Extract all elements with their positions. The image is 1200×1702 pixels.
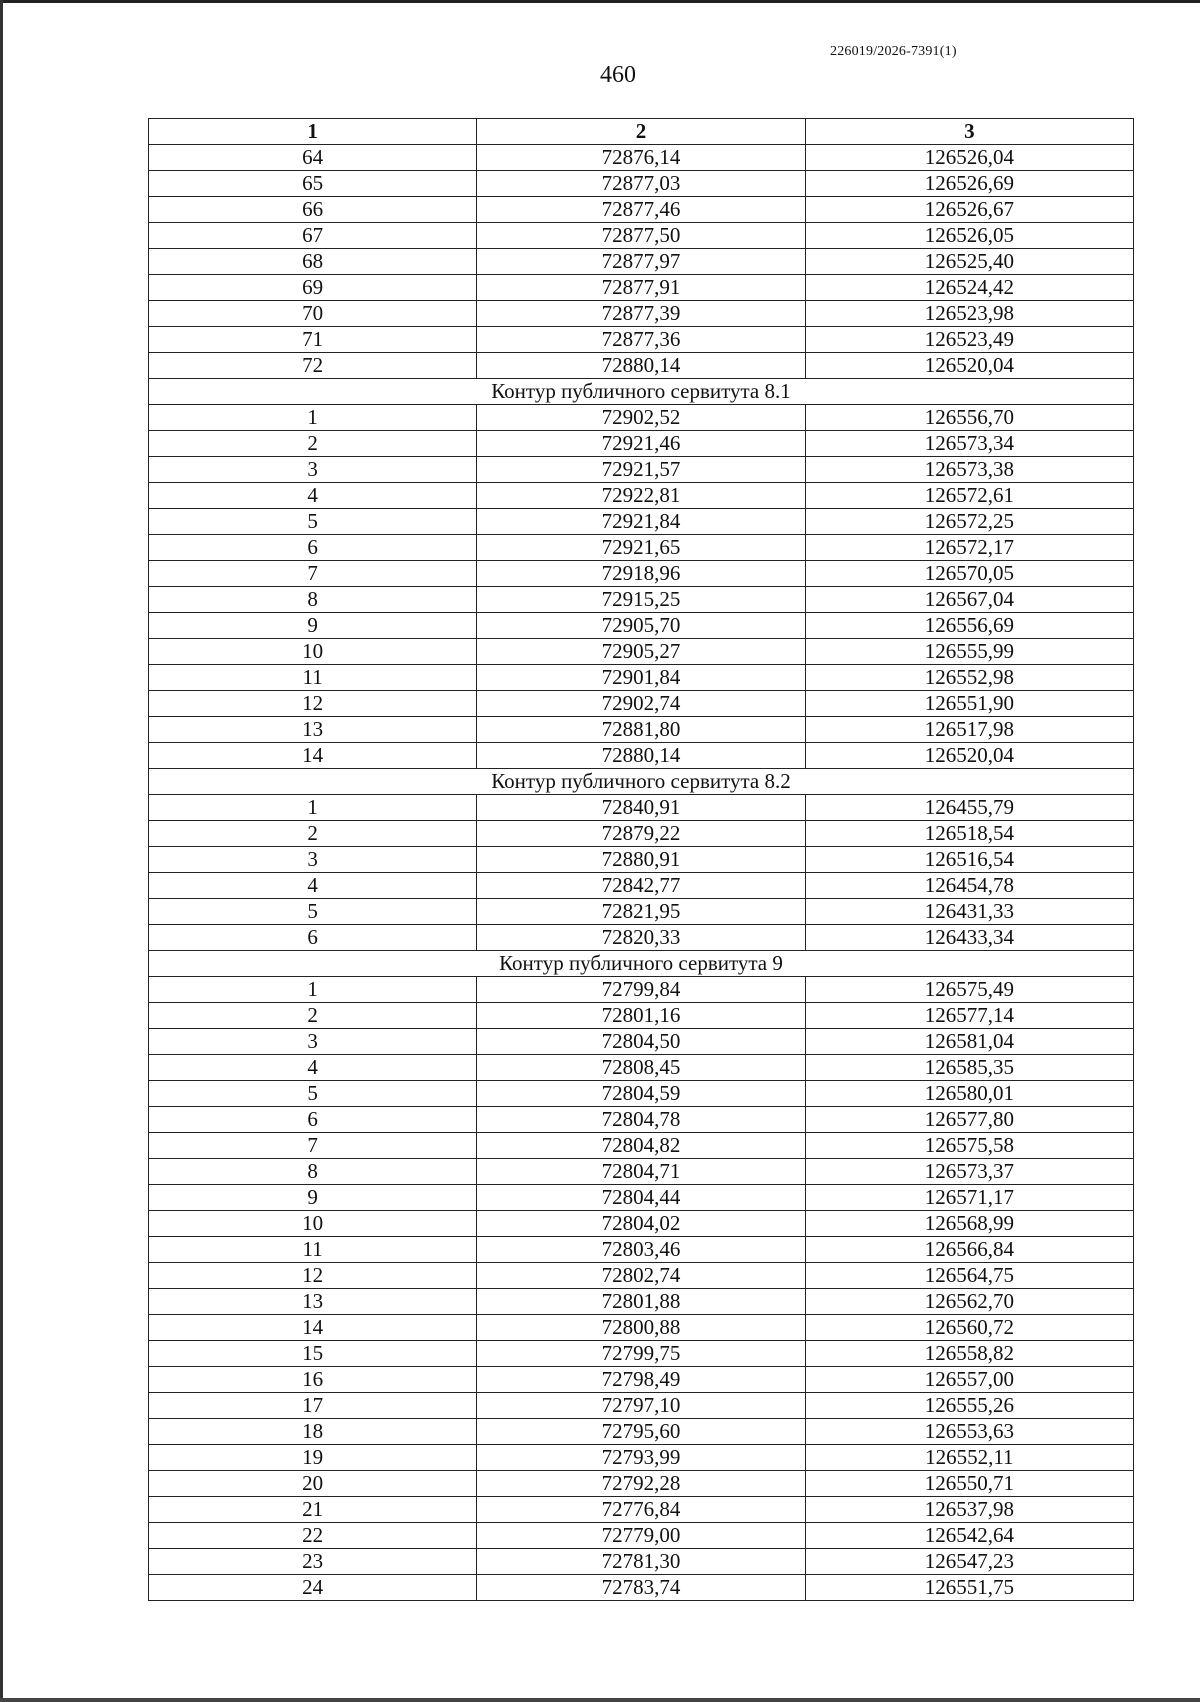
- x-coordinate-cell: 72820,33: [477, 925, 805, 951]
- table-row: [149, 1523, 1134, 1549]
- point-number-cell: 1: [149, 405, 477, 431]
- table-row: [149, 1107, 1134, 1133]
- x-coordinate-cell: 72792,28: [477, 1471, 805, 1497]
- point-number-cell: 2: [149, 821, 477, 847]
- table-row: [149, 431, 1134, 457]
- x-coordinate-cell: 72804,44: [477, 1185, 805, 1211]
- y-coordinate-cell: 126517,98: [805, 717, 1133, 743]
- x-coordinate-cell: 72793,99: [477, 1445, 805, 1471]
- y-coordinate-cell: 126551,90: [805, 691, 1133, 717]
- x-coordinate-cell: 72801,88: [477, 1289, 805, 1315]
- x-coordinate-cell: 72901,84: [477, 665, 805, 691]
- point-number-cell: 10: [149, 639, 477, 665]
- y-coordinate-cell: 126552,98: [805, 665, 1133, 691]
- point-number-cell: 6: [149, 535, 477, 561]
- table-row: [149, 899, 1134, 925]
- x-coordinate-cell: 72842,77: [477, 873, 805, 899]
- x-coordinate-cell: 72797,10: [477, 1393, 805, 1419]
- x-coordinate-cell: 72877,50: [477, 223, 805, 249]
- y-coordinate-cell: 126433,34: [805, 925, 1133, 951]
- point-number-cell: 10: [149, 1211, 477, 1237]
- point-number-cell: 14: [149, 1315, 477, 1341]
- x-coordinate-cell: 72880,14: [477, 743, 805, 769]
- table-row: [149, 535, 1134, 561]
- y-coordinate-cell: 126585,35: [805, 1055, 1133, 1081]
- point-number-cell: 3: [149, 847, 477, 873]
- point-number-cell: 5: [149, 509, 477, 535]
- point-number-cell: 67: [149, 223, 477, 249]
- section-title: Контур публичного сервитута 8.2: [149, 769, 1134, 795]
- point-number-cell: 68: [149, 249, 477, 275]
- table-row: [149, 275, 1134, 301]
- y-coordinate-cell: 126581,04: [805, 1029, 1133, 1055]
- table-row: [149, 249, 1134, 275]
- y-coordinate-cell: 126555,99: [805, 639, 1133, 665]
- x-coordinate-cell: 72808,45: [477, 1055, 805, 1081]
- table-row: [149, 483, 1134, 509]
- point-number-cell: 4: [149, 873, 477, 899]
- table-row: [149, 1185, 1134, 1211]
- y-coordinate-cell: 126524,42: [805, 275, 1133, 301]
- x-coordinate-cell: 72918,96: [477, 561, 805, 587]
- point-number-cell: 8: [149, 587, 477, 613]
- table-row: [149, 145, 1134, 171]
- page-number: 460: [600, 62, 636, 88]
- table-row: [149, 1497, 1134, 1523]
- y-coordinate-cell: 126557,00: [805, 1367, 1133, 1393]
- y-coordinate-cell: 126547,23: [805, 1549, 1133, 1575]
- x-coordinate-cell: 72876,14: [477, 145, 805, 171]
- y-coordinate-cell: 126537,98: [805, 1497, 1133, 1523]
- y-coordinate-cell: 126562,70: [805, 1289, 1133, 1315]
- point-number-cell: 5: [149, 1081, 477, 1107]
- point-number-cell: 13: [149, 1289, 477, 1315]
- y-coordinate-cell: 126520,04: [805, 743, 1133, 769]
- point-number-cell: 4: [149, 483, 477, 509]
- x-coordinate-cell: 72801,16: [477, 1003, 805, 1029]
- point-number-cell: 2: [149, 1003, 477, 1029]
- table-row: [149, 691, 1134, 717]
- y-coordinate-cell: 126526,05: [805, 223, 1133, 249]
- point-number-cell: 5: [149, 899, 477, 925]
- y-coordinate-cell: 126568,99: [805, 1211, 1133, 1237]
- table-row: [149, 1315, 1134, 1341]
- point-number-cell: 66: [149, 197, 477, 223]
- table-row: [149, 301, 1134, 327]
- point-number-cell: 16: [149, 1367, 477, 1393]
- table-row: [149, 925, 1134, 951]
- x-coordinate-cell: 72877,97: [477, 249, 805, 275]
- y-coordinate-cell: 126550,71: [805, 1471, 1133, 1497]
- x-coordinate-cell: 72803,46: [477, 1237, 805, 1263]
- table-row: [149, 1575, 1134, 1601]
- table-row: [149, 1471, 1134, 1497]
- point-number-cell: 24: [149, 1575, 477, 1601]
- point-number-cell: 22: [149, 1523, 477, 1549]
- point-number-cell: 1: [149, 795, 477, 821]
- x-coordinate-cell: 72800,88: [477, 1315, 805, 1341]
- point-number-cell: 17: [149, 1393, 477, 1419]
- y-coordinate-cell: 126573,37: [805, 1159, 1133, 1185]
- x-coordinate-cell: 72877,03: [477, 171, 805, 197]
- section-title: Контур публичного сервитута 8.1: [149, 379, 1134, 405]
- table-row: [149, 457, 1134, 483]
- x-coordinate-cell: 72915,25: [477, 587, 805, 613]
- table-row: [149, 223, 1134, 249]
- point-number-cell: 1: [149, 977, 477, 1003]
- y-coordinate-cell: 126571,17: [805, 1185, 1133, 1211]
- x-coordinate-cell: 72804,02: [477, 1211, 805, 1237]
- x-coordinate-cell: 72880,91: [477, 847, 805, 873]
- point-number-cell: 2: [149, 431, 477, 457]
- x-coordinate-cell: 72921,84: [477, 509, 805, 535]
- table-row: [149, 509, 1134, 535]
- x-coordinate-cell: 72921,57: [477, 457, 805, 483]
- x-coordinate-cell: 72905,70: [477, 613, 805, 639]
- y-coordinate-cell: 126577,14: [805, 1003, 1133, 1029]
- x-coordinate-cell: 72902,52: [477, 405, 805, 431]
- section-header-row: [149, 379, 1134, 405]
- table-row: [149, 327, 1134, 353]
- x-coordinate-cell: 72877,46: [477, 197, 805, 223]
- table-row: [149, 1055, 1134, 1081]
- column-header: 1: [149, 119, 477, 145]
- column-header: 2: [477, 119, 805, 145]
- y-coordinate-cell: 126526,04: [805, 145, 1133, 171]
- table-body: [149, 145, 1134, 1601]
- table-row: [149, 1419, 1134, 1445]
- y-coordinate-cell: 126572,61: [805, 483, 1133, 509]
- table-row: [149, 561, 1134, 587]
- coordinates-table: [148, 118, 1134, 1601]
- y-coordinate-cell: 126516,54: [805, 847, 1133, 873]
- y-coordinate-cell: 126570,05: [805, 561, 1133, 587]
- y-coordinate-cell: 126556,70: [805, 405, 1133, 431]
- y-coordinate-cell: 126552,11: [805, 1445, 1133, 1471]
- table-row: [149, 1159, 1134, 1185]
- point-number-cell: 65: [149, 171, 477, 197]
- table-row: [149, 1133, 1134, 1159]
- table-row: [149, 171, 1134, 197]
- table-row: [149, 353, 1134, 379]
- section-title: Контур публичного сервитута 9: [149, 951, 1134, 977]
- table-row: [149, 665, 1134, 691]
- table-row: [149, 405, 1134, 431]
- point-number-cell: 15: [149, 1341, 477, 1367]
- y-coordinate-cell: 126575,49: [805, 977, 1133, 1003]
- x-coordinate-cell: 72921,65: [477, 535, 805, 561]
- point-number-cell: 9: [149, 1185, 477, 1211]
- x-coordinate-cell: 72781,30: [477, 1549, 805, 1575]
- table-row: [149, 1367, 1134, 1393]
- point-number-cell: 71: [149, 327, 477, 353]
- section-header-row: [149, 951, 1134, 977]
- table-row: [149, 1003, 1134, 1029]
- x-coordinate-cell: 72877,39: [477, 301, 805, 327]
- document-number: 226019/2026-7391(1): [830, 44, 957, 59]
- scan-edge-left: [0, 0, 3, 1702]
- y-coordinate-cell: 126555,26: [805, 1393, 1133, 1419]
- y-coordinate-cell: 126580,01: [805, 1081, 1133, 1107]
- point-number-cell: 8: [149, 1159, 477, 1185]
- y-coordinate-cell: 126542,64: [805, 1523, 1133, 1549]
- x-coordinate-cell: 72804,59: [477, 1081, 805, 1107]
- y-coordinate-cell: 126573,38: [805, 457, 1133, 483]
- table-row: [149, 1263, 1134, 1289]
- x-coordinate-cell: 72881,80: [477, 717, 805, 743]
- x-coordinate-cell: 72798,49: [477, 1367, 805, 1393]
- point-number-cell: 14: [149, 743, 477, 769]
- y-coordinate-cell: 126566,84: [805, 1237, 1133, 1263]
- table-row: [149, 1211, 1134, 1237]
- y-coordinate-cell: 126553,63: [805, 1419, 1133, 1445]
- point-number-cell: 4: [149, 1055, 477, 1081]
- y-coordinate-cell: 126577,80: [805, 1107, 1133, 1133]
- table-row: [149, 1549, 1134, 1575]
- point-number-cell: 64: [149, 145, 477, 171]
- y-coordinate-cell: 126556,69: [805, 613, 1133, 639]
- point-number-cell: 13: [149, 717, 477, 743]
- point-number-cell: 6: [149, 1107, 477, 1133]
- x-coordinate-cell: 72877,36: [477, 327, 805, 353]
- point-number-cell: 12: [149, 691, 477, 717]
- column-header: 3: [805, 119, 1133, 145]
- point-number-cell: 6: [149, 925, 477, 951]
- point-number-cell: 69: [149, 275, 477, 301]
- x-coordinate-cell: 72799,75: [477, 1341, 805, 1367]
- y-coordinate-cell: 126520,04: [805, 353, 1133, 379]
- x-coordinate-cell: 72804,71: [477, 1159, 805, 1185]
- x-coordinate-cell: 72905,27: [477, 639, 805, 665]
- x-coordinate-cell: 72804,78: [477, 1107, 805, 1133]
- x-coordinate-cell: 72804,82: [477, 1133, 805, 1159]
- point-number-cell: 7: [149, 561, 477, 587]
- table-row: [149, 1341, 1134, 1367]
- section-header-row: [149, 769, 1134, 795]
- x-coordinate-cell: 72922,81: [477, 483, 805, 509]
- scan-edge-top: [0, 0, 1200, 3]
- x-coordinate-cell: 72802,74: [477, 1263, 805, 1289]
- point-number-cell: 11: [149, 1237, 477, 1263]
- x-coordinate-cell: 72779,00: [477, 1523, 805, 1549]
- x-coordinate-cell: 72783,74: [477, 1575, 805, 1601]
- y-coordinate-cell: 126526,69: [805, 171, 1133, 197]
- table-row: [149, 1289, 1134, 1315]
- point-number-cell: 12: [149, 1263, 477, 1289]
- point-number-cell: 3: [149, 457, 477, 483]
- point-number-cell: 72: [149, 353, 477, 379]
- y-coordinate-cell: 126523,49: [805, 327, 1133, 353]
- table-row: [149, 977, 1134, 1003]
- table-row: [149, 197, 1134, 223]
- y-coordinate-cell: 126560,72: [805, 1315, 1133, 1341]
- table-row: [149, 1081, 1134, 1107]
- y-coordinate-cell: 126558,82: [805, 1341, 1133, 1367]
- x-coordinate-cell: 72799,84: [477, 977, 805, 1003]
- y-coordinate-cell: 126551,75: [805, 1575, 1133, 1601]
- y-coordinate-cell: 126523,98: [805, 301, 1133, 327]
- table-row: [149, 639, 1134, 665]
- x-coordinate-cell: 72821,95: [477, 899, 805, 925]
- table-row: [149, 847, 1134, 873]
- y-coordinate-cell: 126573,34: [805, 431, 1133, 457]
- y-coordinate-cell: 126454,78: [805, 873, 1133, 899]
- x-coordinate-cell: 72795,60: [477, 1419, 805, 1445]
- y-coordinate-cell: 126526,67: [805, 197, 1133, 223]
- point-number-cell: 70: [149, 301, 477, 327]
- y-coordinate-cell: 126572,17: [805, 535, 1133, 561]
- table-row: [149, 1029, 1134, 1055]
- x-coordinate-cell: 72880,14: [477, 353, 805, 379]
- x-coordinate-cell: 72921,46: [477, 431, 805, 457]
- point-number-cell: 19: [149, 1445, 477, 1471]
- x-coordinate-cell: 72840,91: [477, 795, 805, 821]
- point-number-cell: 9: [149, 613, 477, 639]
- table-row: [149, 1445, 1134, 1471]
- y-coordinate-cell: 126572,25: [805, 509, 1133, 535]
- table-row: [149, 795, 1134, 821]
- x-coordinate-cell: 72877,91: [477, 275, 805, 301]
- y-coordinate-cell: 126431,33: [805, 899, 1133, 925]
- y-coordinate-cell: 126525,40: [805, 249, 1133, 275]
- point-number-cell: 3: [149, 1029, 477, 1055]
- point-number-cell: 7: [149, 1133, 477, 1159]
- table-row: [149, 613, 1134, 639]
- table-row: [149, 821, 1134, 847]
- point-number-cell: 21: [149, 1497, 477, 1523]
- y-coordinate-cell: 126564,75: [805, 1263, 1133, 1289]
- y-coordinate-cell: 126575,58: [805, 1133, 1133, 1159]
- table-row: [149, 873, 1134, 899]
- table-row: [149, 743, 1134, 769]
- x-coordinate-cell: 72776,84: [477, 1497, 805, 1523]
- scan-edge-bottom: [0, 1698, 1200, 1702]
- x-coordinate-cell: 72902,74: [477, 691, 805, 717]
- table-row: [149, 587, 1134, 613]
- table-header-row: [149, 119, 1134, 145]
- table-row: [149, 1237, 1134, 1263]
- point-number-cell: 11: [149, 665, 477, 691]
- x-coordinate-cell: 72804,50: [477, 1029, 805, 1055]
- x-coordinate-cell: 72879,22: [477, 821, 805, 847]
- y-coordinate-cell: 126455,79: [805, 795, 1133, 821]
- table-row: [149, 1393, 1134, 1419]
- y-coordinate-cell: 126518,54: [805, 821, 1133, 847]
- table-row: [149, 717, 1134, 743]
- point-number-cell: 18: [149, 1419, 477, 1445]
- y-coordinate-cell: 126567,04: [805, 587, 1133, 613]
- point-number-cell: 23: [149, 1549, 477, 1575]
- point-number-cell: 20: [149, 1471, 477, 1497]
